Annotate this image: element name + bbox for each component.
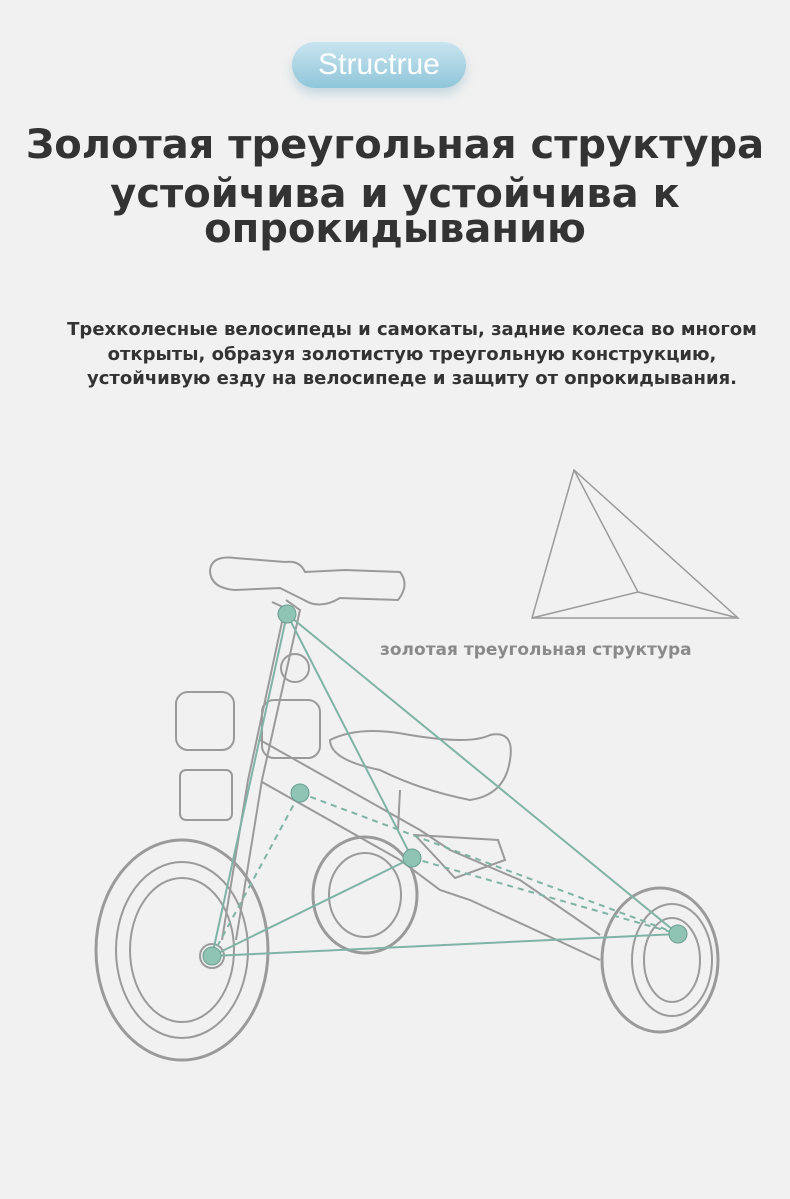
description-line-2: открыты, образуя золотистую треугольную конструкцию, [107,344,717,365]
triangle-caption: золотая треугольная структура [380,640,692,660]
anchor-point-rear-frame [403,849,421,867]
anchor-point-rear-axle [669,925,687,943]
bike-sketch [96,558,718,1061]
title-line-2: устойчива и устойчива к [110,171,680,217]
structure-badge: Structrue [292,42,466,88]
description-line-1: Трехколесные велосипеды и самокаты, задние колеса во многом [67,319,757,340]
triangle-diagram [532,470,738,618]
description-line-3: устойчивую езду на велосипеде и защиту от опрокидывания. [87,368,737,389]
anchor-point-handlebar [278,605,296,623]
title-line-1: Золотая треугольная структура [25,122,765,168]
anchor-point-frame [291,784,309,802]
title-line-3: опрокидыванию [204,206,586,252]
anchor-point-front-axle [203,947,221,965]
